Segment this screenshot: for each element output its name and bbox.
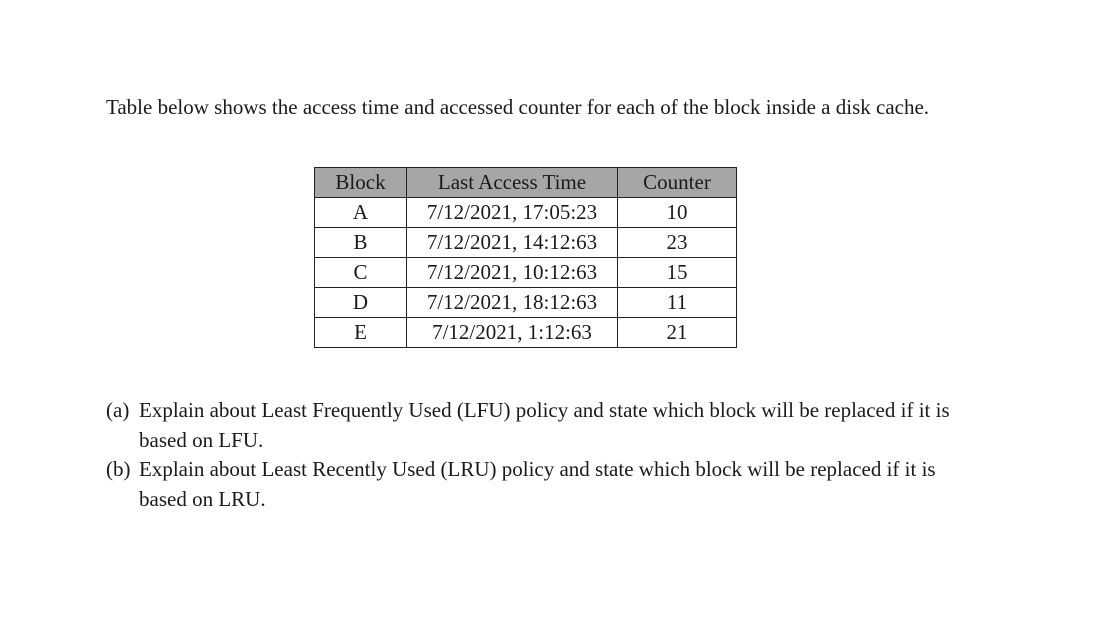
cell-block: C xyxy=(315,258,407,288)
header-last-access-time: Last Access Time xyxy=(407,168,618,198)
cell-block: D xyxy=(315,288,407,318)
cell-block: B xyxy=(315,228,407,258)
question-text: Explain about Least Recently Used (LRU) policy and state which block will be replaced if it is based on LRU. xyxy=(139,457,936,511)
cell-time: 7/12/2021, 14:12:63 xyxy=(407,228,618,258)
table-row xyxy=(315,288,737,318)
table-row xyxy=(315,198,737,228)
cell-counter: 10 xyxy=(618,198,737,228)
question-label: (a) xyxy=(106,398,130,422)
cache-table xyxy=(314,167,737,348)
cell-time: 7/12/2021, 18:12:63 xyxy=(407,288,618,318)
table-row xyxy=(315,258,737,288)
cell-counter: 15 xyxy=(618,258,737,288)
question-label: (b) xyxy=(106,457,131,481)
question-b xyxy=(106,454,966,514)
cell-counter: 11 xyxy=(618,288,737,318)
intro-paragraph: Table below shows the access time and accessed counter for each of the block inside a disk cache. xyxy=(106,95,930,119)
table-row xyxy=(315,228,737,258)
header-counter: Counter xyxy=(618,168,737,198)
cell-counter: 23 xyxy=(618,228,737,258)
cell-block: A xyxy=(315,198,407,228)
question-a xyxy=(106,395,966,455)
header-block: Block xyxy=(315,168,407,198)
cell-time: 7/12/2021, 10:12:63 xyxy=(407,258,618,288)
table-header-row xyxy=(315,168,737,198)
cell-time: 7/12/2021, 17:05:23 xyxy=(407,198,618,228)
table-row xyxy=(315,318,737,348)
question-text: Explain about Least Frequently Used (LFU) policy and state which block will be replaced if it is based on LFU. xyxy=(139,398,950,452)
cell-time: 7/12/2021, 1:12:63 xyxy=(407,318,618,348)
cell-block: E xyxy=(315,318,407,348)
cell-counter: 21 xyxy=(618,318,737,348)
